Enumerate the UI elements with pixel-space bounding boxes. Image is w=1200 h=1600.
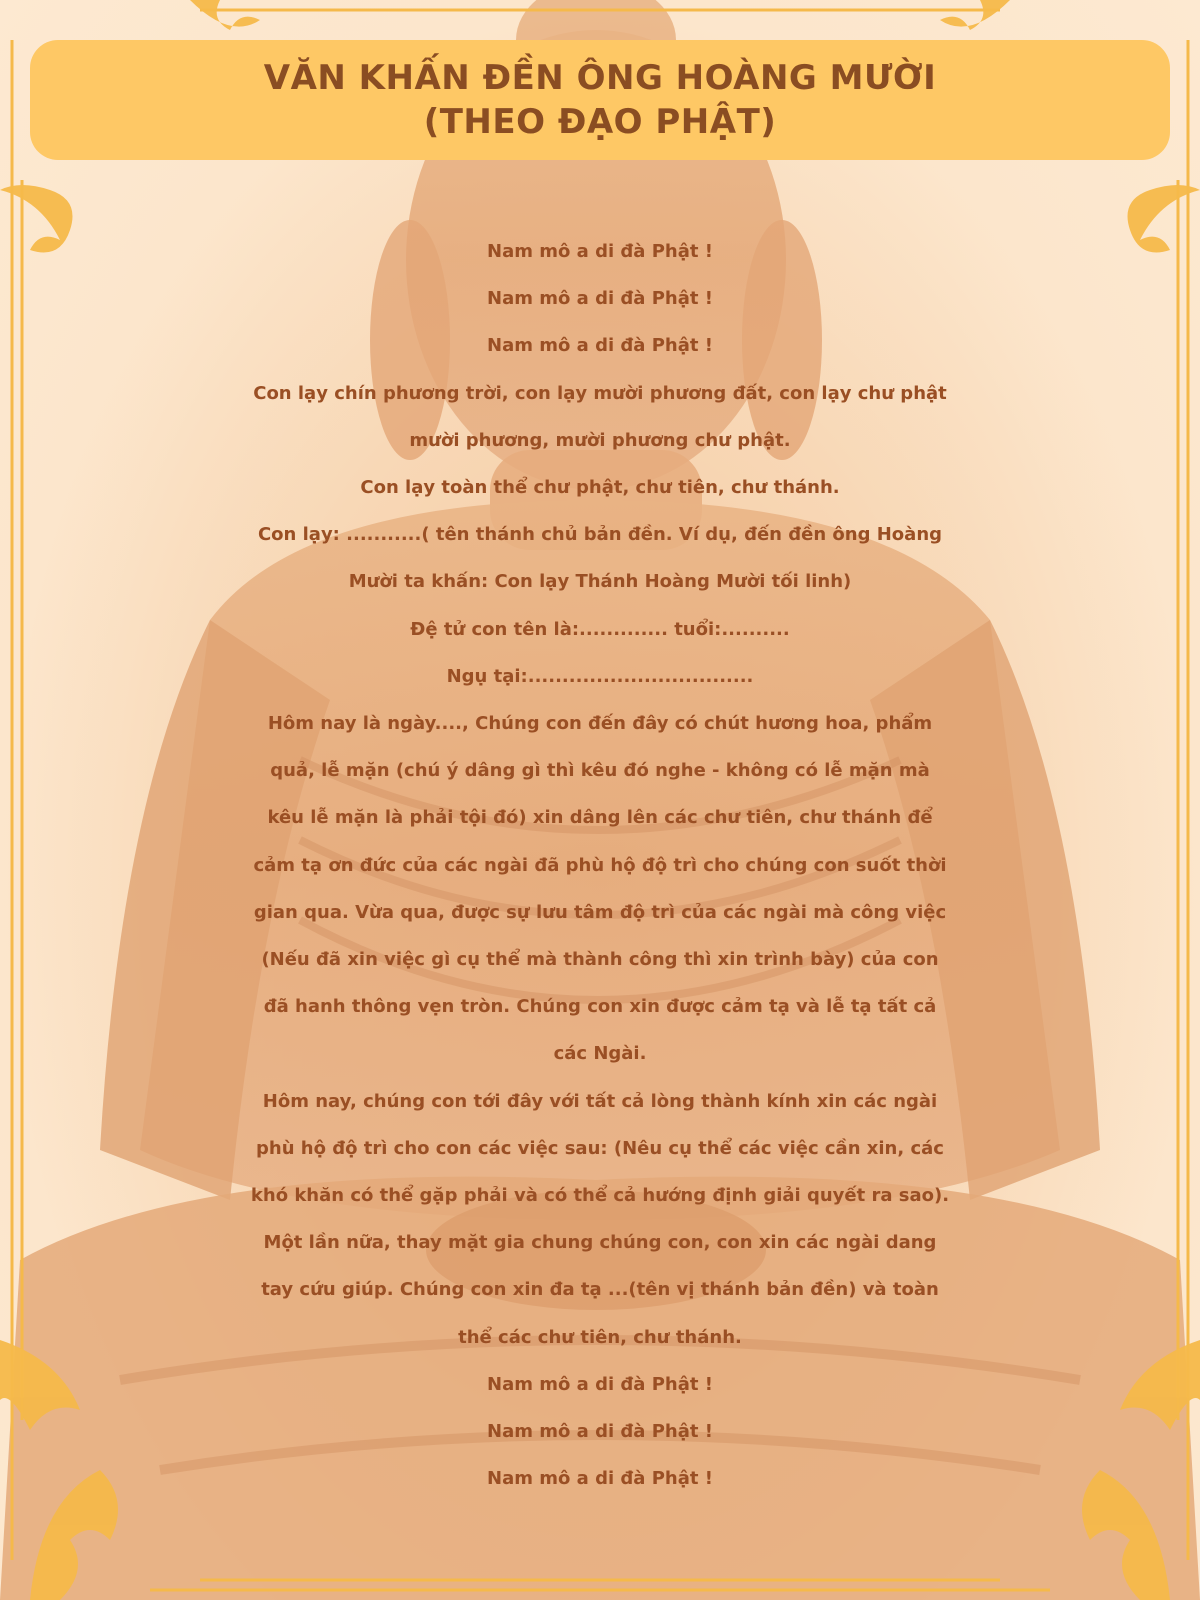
prayer-line: quả, lễ mặn (chú ý dâng gì thì kêu đó nghe - không có lễ mặn mà: [270, 760, 930, 782]
prayer-line: đã hanh thông vẹn tròn. Chúng con xin được cảm tạ và lễ tạ tất cả: [263, 996, 937, 1018]
prayer-line: Nam mô a di đà Phật !: [487, 1421, 713, 1443]
prayer-line: Nam mô a di đà Phật !: [487, 241, 713, 262]
prayer-line: tay cứu giúp. Chúng con xin đa tạ ...(tên vị thánh bản đền) và toàn: [261, 1279, 939, 1301]
prayer-line: Nam mô a di đà Phật !: [487, 1373, 713, 1395]
prayer-line: các Ngài.: [553, 1043, 647, 1065]
prayer-line: Một lần nữa, thay mặt gia chung chúng con, con xin các ngài dang: [263, 1232, 937, 1254]
page-title-line-2: (THEO ĐẠO PHẬT): [423, 102, 777, 142]
prayer-line: Hôm nay là ngày...., Chúng con đến đây có chút hương hoa, phẩm: [267, 713, 933, 735]
prayer-text: [0, 228, 1200, 1502]
prayer-line: Nam mô a di đà Phật !: [487, 288, 713, 310]
prayer-line: Nam mô a di đà Phật !: [487, 335, 713, 357]
prayer-line: gian qua. Vừa qua, được sự lưu tâm độ trì của các ngài mà công việc: [253, 901, 947, 923]
prayer-line: thể các chư tiên, chư thánh.: [458, 1326, 742, 1348]
prayer-line: mười phương, mười phương chư phật.: [409, 429, 791, 451]
prayer-line: Con lạy chín phương trời, con lạy mười phương đất, con lạy chư phật: [253, 382, 947, 404]
prayer-line: Ngụ tại:.................................: [446, 665, 754, 687]
prayer-line: cảm tạ ơn đức của các ngài đã phù hộ độ trì cho chúng con suốt thời: [253, 854, 947, 876]
prayer-line: Con lạy: ...........( tên thánh chủ bản đền. Ví dụ, đến đền ông Hoàng: [257, 524, 943, 546]
prayer-line: (Nếu đã xin việc gì cụ thể mà thành công thì xin trình bày) của con: [261, 949, 939, 971]
prayer-line: Hôm nay, chúng con tới đây với tất cả lòng thành kính xin các ngài: [262, 1090, 938, 1112]
prayer-line: khó khăn có thể gặp phải và có thể cả hướng định giải quyết ra sao).: [250, 1185, 950, 1207]
page-title-line-1: VĂN KHẤN ĐỀN ÔNG HOÀNG MƯỜI: [263, 58, 937, 98]
prayer-line: phù hộ độ trì cho con các việc sau: (Nêu cụ thể các việc cần xin, các: [256, 1137, 944, 1159]
prayer-line: kêu lễ mặn là phải tội đó) xin dâng lên các chư tiên, chư thánh để: [267, 807, 933, 829]
title-banner: [30, 40, 1170, 160]
prayer-line: Nam mô a di đà Phật !: [487, 1468, 713, 1490]
prayer-line: Đệ tử con tên là:............. tuổi:..........: [410, 618, 790, 640]
prayer-line: Con lạy toàn thể chư phật, chư tiên, chư thánh.: [360, 477, 840, 499]
prayer-line: Mười ta khấn: Con lạy Thánh Hoàng Mười tối linh): [348, 571, 852, 593]
